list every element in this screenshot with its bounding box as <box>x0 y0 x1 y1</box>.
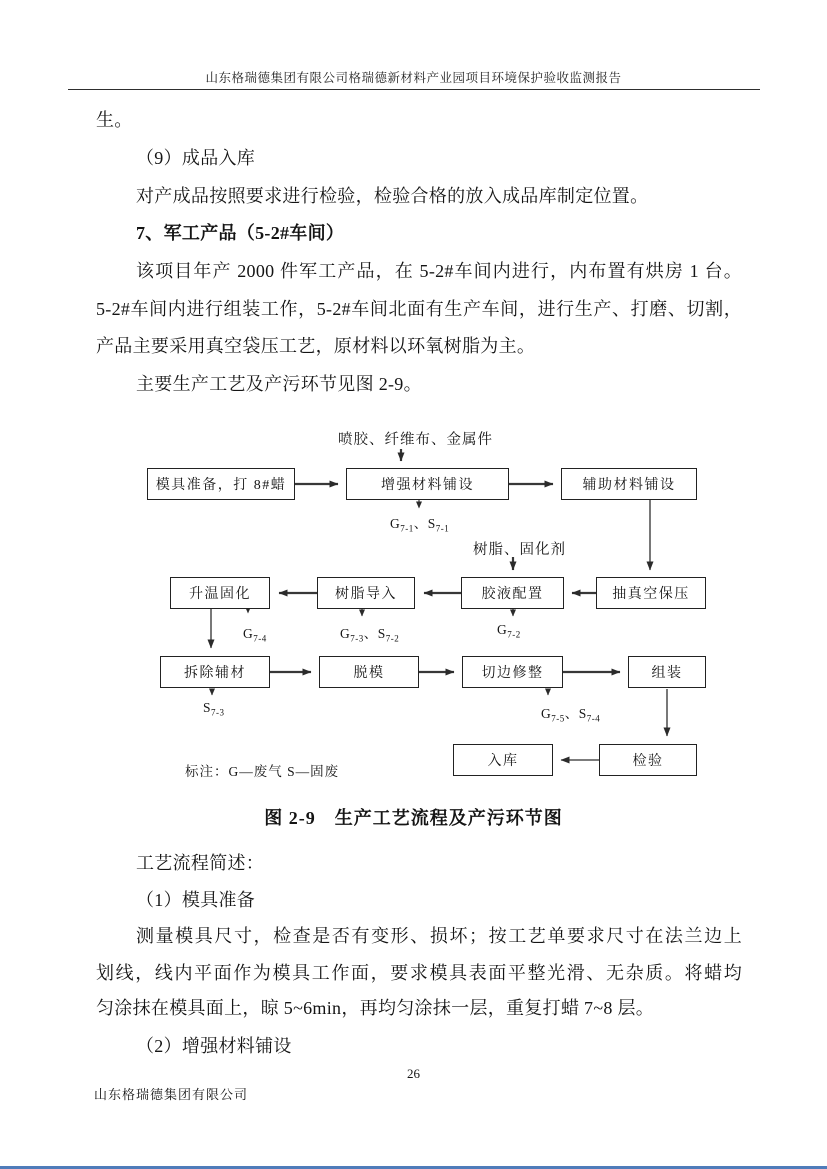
flow-box-heat-cure: 升温固化 <box>170 577 270 609</box>
body-line: 划线，线内平面作为模具工作面，要求模具表面平整光滑、无杂质。将蜡均 <box>96 963 742 983</box>
flowchart-legend: 标注：G—废气 S—固废 <box>185 764 340 779</box>
pollutant-symbol: S <box>578 706 587 721</box>
process-intro: 工艺流程简述： <box>136 853 265 873</box>
pollutant-symbol: G <box>497 622 508 637</box>
item9-heading: （9）成品入库 <box>136 148 256 168</box>
pollutant-symbol: G <box>390 516 401 531</box>
step2-heading: （2）增强材料铺设 <box>136 1036 292 1056</box>
footer-company: 山东格瑞德集团有限公司 <box>94 1087 249 1102</box>
flow-box-glue-mix: 胶液配置 <box>461 577 564 609</box>
header-rule <box>68 89 760 90</box>
page-number: 26 <box>407 1066 420 1081</box>
flow-box-inspect: 检验 <box>599 744 697 776</box>
pollutant-separator: 、 <box>413 516 428 531</box>
process-flowchart <box>0 425 827 790</box>
pollutant-separator: 、 <box>564 706 579 721</box>
pollutant-symbol: S <box>377 626 386 641</box>
pollutant-subscript: 7-4 <box>253 633 267 644</box>
flow-box-reinforce-lay: 增强材料铺设 <box>346 468 509 500</box>
step1-heading: （1）模具准备 <box>136 890 256 910</box>
pollutant-label-o5 <box>203 700 225 716</box>
body-line: 匀涂抹在模具面上，晾 5~6min，再均匀涂抹一层，重复打蜡 7~8 层。 <box>96 998 655 1018</box>
feed-label-2: 树脂、固化剂 <box>473 542 566 558</box>
pollutant-label-o6 <box>541 702 600 722</box>
flow-box-resin-infusion: 树脂导入 <box>317 577 415 609</box>
flow-box-vacuum-hold: 抽真空保压 <box>596 577 706 609</box>
figure-caption: 图 2-9 生产工艺流程及产污环节图 <box>264 808 563 828</box>
pollutant-symbol: S <box>203 700 212 715</box>
flow-box-demold: 脱模 <box>319 656 419 688</box>
pollutant-subscript: 7-3 <box>350 633 364 644</box>
flow-box-mold-prep: 模具准备，打 8#蜡 <box>147 468 295 500</box>
pollutant-subscript: 7-3 <box>211 707 225 718</box>
body-line: 测量模具尺寸，检查是否有变形、损坏；按工艺单要求尺寸在法兰边上 <box>136 926 742 946</box>
flow-box-assemble: 组装 <box>628 656 706 688</box>
pollutant-subscript: 7-4 <box>586 713 601 724</box>
pollutant-symbol: G <box>243 626 254 641</box>
pollutant-label-o2 <box>497 622 521 638</box>
pollutant-label-o1 <box>390 512 449 532</box>
pollutant-subscript: 7-5 <box>551 713 565 724</box>
flow-box-auxiliary-lay: 辅助材料铺设 <box>561 468 697 500</box>
flow-box-warehouse: 入库 <box>453 744 553 776</box>
pollutant-subscript: 7-2 <box>507 629 521 640</box>
pollutant-separator: 、 <box>363 626 378 641</box>
pollutant-label-o3 <box>340 622 399 642</box>
pollutant-symbol: S <box>427 516 436 531</box>
body-line: 5-2#车间内进行组装工作，5-2#车间北面有生产车间，进行生产、打磨、切割， <box>96 299 742 319</box>
body-line: 生。 <box>96 110 133 130</box>
pollutant-symbol: G <box>340 626 351 641</box>
pollutant-label-o4 <box>243 626 267 642</box>
header-title: 山东格瑞德集团有限公司格瑞德新材料产业园项目环境保护验收监测报告 <box>205 71 622 85</box>
flow-box-remove-aux: 拆除辅材 <box>160 656 270 688</box>
body-line: 产品主要采用真空袋压工艺，原材料以环氧树脂为主。 <box>96 336 536 356</box>
pollutant-subscript: 7-1 <box>400 523 414 534</box>
section7-heading: 7、军工产品（5-2#车间） <box>136 223 345 243</box>
body-line: 该项目年产 2000 件军工产品，在 5-2#车间内进行，内布置有烘房 1 台。 <box>136 261 742 281</box>
item9-text: 对产成品按照要求进行检验，检验合格的放入成品库制定位置。 <box>136 186 649 206</box>
flow-box-trim: 切边修整 <box>462 656 563 688</box>
pollutant-subscript: 7-2 <box>385 633 400 644</box>
body-line: 主要生产工艺及产污环节见图 2-9。 <box>136 374 422 394</box>
pollutant-symbol: G <box>541 706 552 721</box>
pollutant-subscript: 7-1 <box>435 523 450 534</box>
feed-label-1: 喷胶、纤维布、金属件 <box>338 432 493 448</box>
